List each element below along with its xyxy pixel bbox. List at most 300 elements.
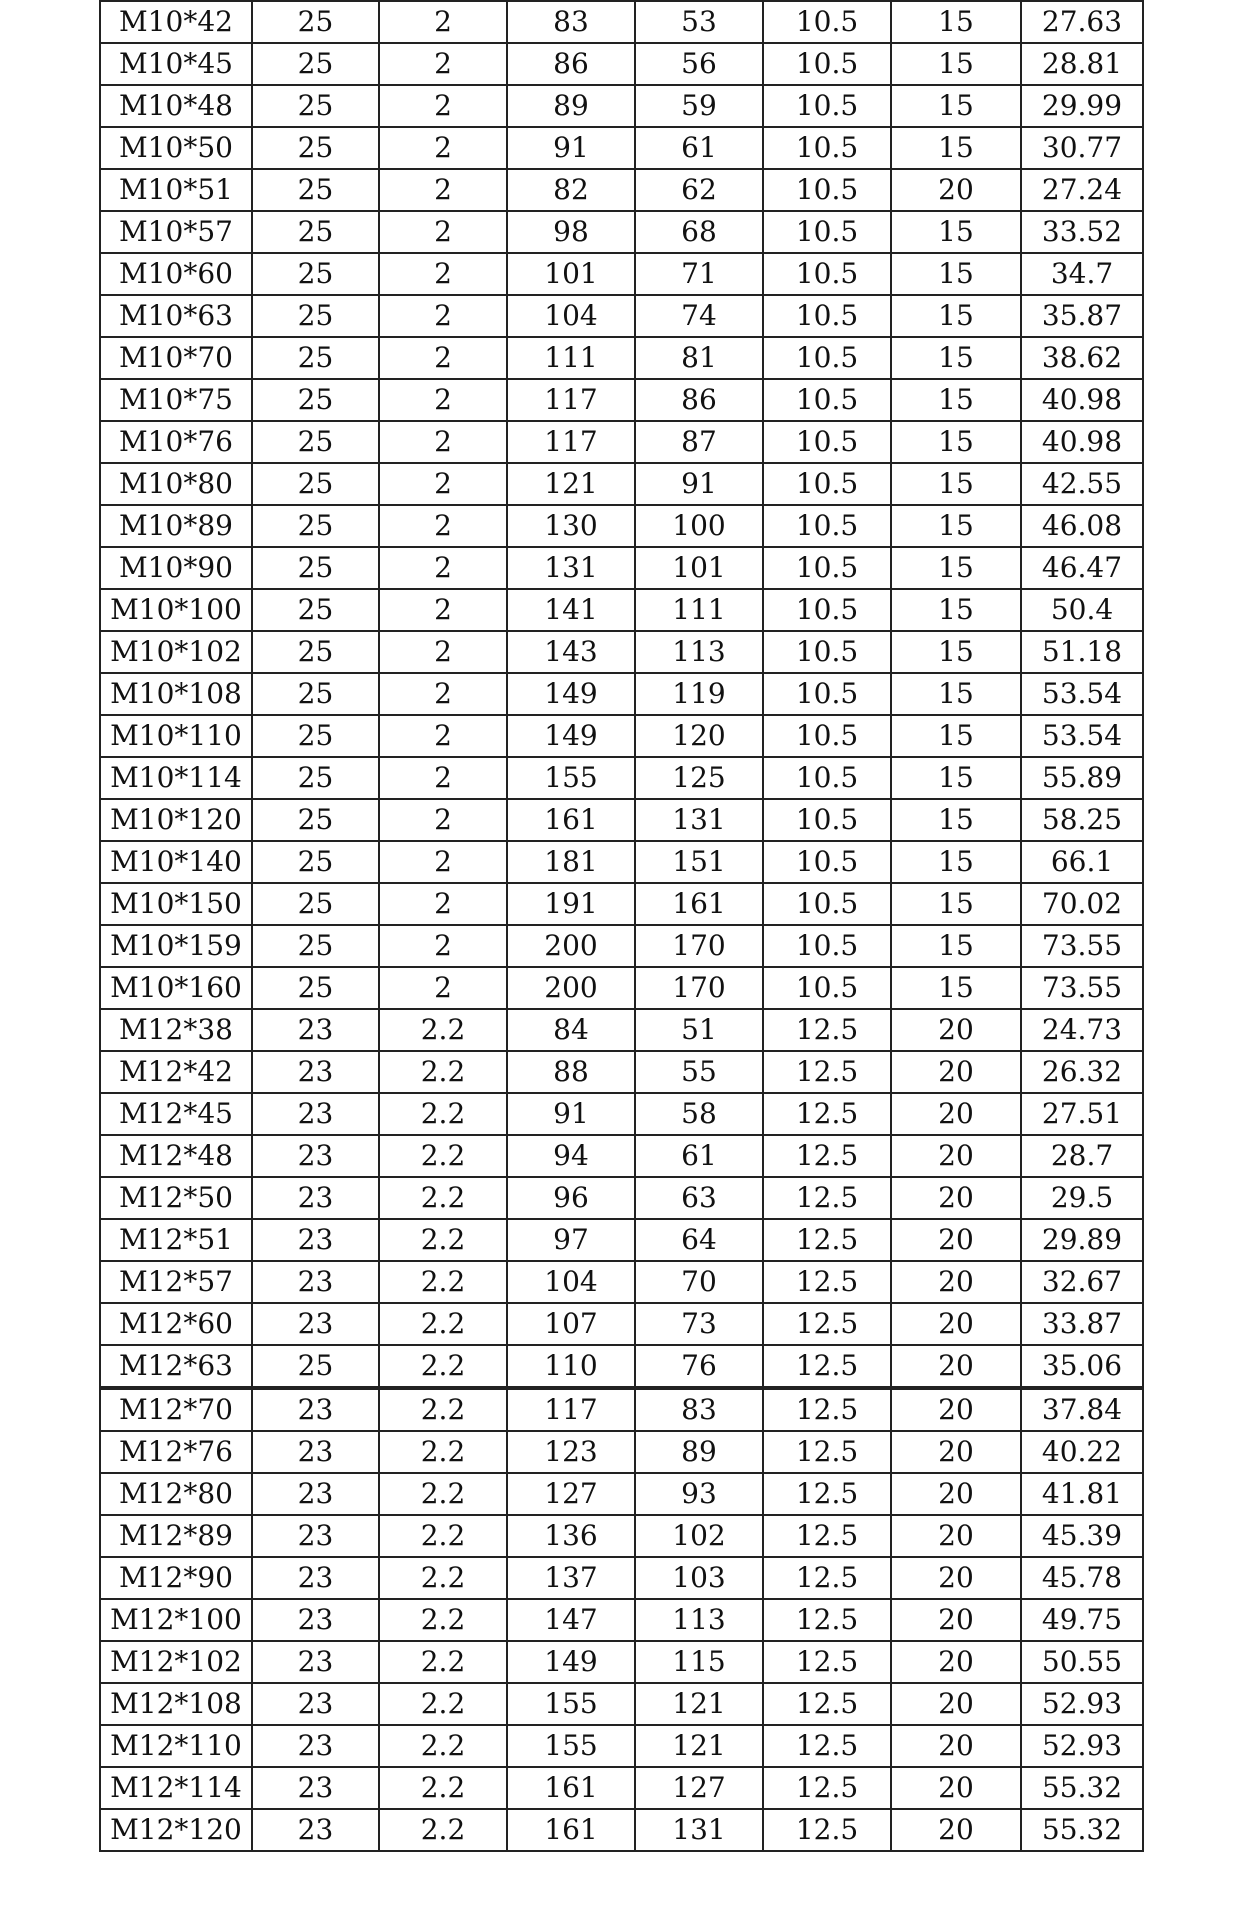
spec-cell-value: 23	[252, 1431, 379, 1473]
spec-cell-value: 58.25	[1021, 799, 1143, 841]
spec-cell-value: 2.2	[379, 1725, 507, 1767]
spec-cell-value: 15	[891, 715, 1021, 757]
spec-cell-value: 15	[891, 799, 1021, 841]
spec-cell-model: M10*60	[100, 253, 252, 295]
spec-cell-value: 2.2	[379, 1135, 507, 1177]
spec-cell-value: 2	[379, 883, 507, 925]
spec-cell-value: 115	[635, 1641, 763, 1683]
spec-cell-model: M10*57	[100, 211, 252, 253]
spec-cell-value: 55	[635, 1051, 763, 1093]
spec-cell-value: 98	[507, 211, 635, 253]
spec-cell-value: 125	[635, 757, 763, 799]
spec-cell-value: 35.06	[1021, 1345, 1143, 1388]
spec-cell-value: 30.77	[1021, 127, 1143, 169]
spec-cell-value: 10.5	[763, 43, 891, 85]
spec-cell-value: 87	[635, 421, 763, 463]
spec-cell-value: 149	[507, 715, 635, 757]
spec-cell-model: M10*45	[100, 43, 252, 85]
spec-cell-model: M12*42	[100, 1051, 252, 1093]
spec-cell-value: 37.84	[1021, 1388, 1143, 1431]
spec-cell-value: 2	[379, 673, 507, 715]
spec-cell-value: 191	[507, 883, 635, 925]
spec-cell-value: 10.5	[763, 337, 891, 379]
spec-cell-value: 137	[507, 1557, 635, 1599]
table-row	[100, 589, 1143, 631]
spec-cell-model: M10*102	[100, 631, 252, 673]
spec-cell-value: 25	[252, 505, 379, 547]
spec-cell-value: 10.5	[763, 169, 891, 211]
spec-cell-value: 2	[379, 127, 507, 169]
spec-cell-value: 25	[252, 757, 379, 799]
spec-cell-value: 64	[635, 1219, 763, 1261]
spec-cell-value: 2.2	[379, 1009, 507, 1051]
spec-cell-value: 29.5	[1021, 1177, 1143, 1219]
spec-cell-value: 82	[507, 169, 635, 211]
spec-cell-value: 55.32	[1021, 1809, 1143, 1851]
spec-sheet	[99, 0, 1142, 1852]
table-row	[100, 211, 1143, 253]
spec-cell-value: 104	[507, 1261, 635, 1303]
spec-cell-value: 52.93	[1021, 1725, 1143, 1767]
table-row	[100, 463, 1143, 505]
spec-cell-value: 83	[635, 1388, 763, 1431]
spec-cell-model: M12*110	[100, 1725, 252, 1767]
table-row	[100, 1093, 1143, 1135]
spec-cell-value: 2.2	[379, 1557, 507, 1599]
table-row	[100, 1051, 1143, 1093]
spec-cell-value: 10.5	[763, 1, 891, 43]
spec-cell-value: 27.24	[1021, 169, 1143, 211]
spec-cell-value: 130	[507, 505, 635, 547]
spec-cell-value: 23	[252, 1219, 379, 1261]
spec-cell-value: 155	[507, 1725, 635, 1767]
spec-cell-value: 20	[891, 1599, 1021, 1641]
spec-cell-value: 70	[635, 1261, 763, 1303]
spec-cell-model: M12*114	[100, 1767, 252, 1809]
spec-cell-value: 68	[635, 211, 763, 253]
spec-cell-value: 12.5	[763, 1135, 891, 1177]
table-row	[100, 1515, 1143, 1557]
table-row	[100, 1641, 1143, 1683]
table-row	[100, 1725, 1143, 1767]
spec-cell-value: 12.5	[763, 1051, 891, 1093]
spec-cell-value: 45.39	[1021, 1515, 1143, 1557]
spec-cell-value: 12.5	[763, 1093, 891, 1135]
spec-cell-value: 149	[507, 1641, 635, 1683]
spec-cell-model: M10*108	[100, 673, 252, 715]
spec-cell-value: 10.5	[763, 295, 891, 337]
spec-cell-model: M10*150	[100, 883, 252, 925]
spec-cell-value: 42.55	[1021, 463, 1143, 505]
spec-cell-value: 113	[635, 631, 763, 673]
spec-cell-value: 20	[891, 1725, 1021, 1767]
spec-cell-value: 27.63	[1021, 1, 1143, 43]
spec-cell-value: 12.5	[763, 1641, 891, 1683]
spec-cell-model: M10*120	[100, 799, 252, 841]
spec-cell-value: 86	[507, 43, 635, 85]
spec-cell-model: M10*51	[100, 169, 252, 211]
spec-cell-value: 94	[507, 1135, 635, 1177]
spec-cell-model: M12*63	[100, 1345, 252, 1388]
table-row	[100, 1599, 1143, 1641]
table-row	[100, 883, 1143, 925]
spec-cell-value: 104	[507, 295, 635, 337]
spec-cell-value: 25	[252, 547, 379, 589]
spec-cell-model: M10*159	[100, 925, 252, 967]
spec-cell-value: 20	[891, 1009, 1021, 1051]
spec-cell-value: 33.87	[1021, 1303, 1143, 1345]
spec-cell-value: 103	[635, 1557, 763, 1599]
table-row	[100, 673, 1143, 715]
spec-cell-value: 2.2	[379, 1177, 507, 1219]
spec-cell-value: 29.89	[1021, 1219, 1143, 1261]
table-row	[100, 715, 1143, 757]
spec-cell-value: 88	[507, 1051, 635, 1093]
spec-cell-model: M10*75	[100, 379, 252, 421]
spec-cell-value: 73.55	[1021, 967, 1143, 1009]
spec-cell-value: 120	[635, 715, 763, 757]
spec-cell-value: 15	[891, 463, 1021, 505]
table-row	[100, 1388, 1143, 1431]
spec-cell-value: 20	[891, 1767, 1021, 1809]
spec-cell-value: 12.5	[763, 1303, 891, 1345]
spec-cell-value: 127	[507, 1473, 635, 1515]
spec-cell-value: 12.5	[763, 1388, 891, 1431]
spec-cell-value: 161	[635, 883, 763, 925]
spec-cell-value: 2	[379, 589, 507, 631]
spec-cell-value: 10.5	[763, 127, 891, 169]
spec-cell-value: 25	[252, 421, 379, 463]
spec-cell-value: 131	[635, 799, 763, 841]
spec-cell-value: 23	[252, 1473, 379, 1515]
spec-cell-value: 110	[507, 1345, 635, 1388]
spec-cell-model: M12*76	[100, 1431, 252, 1473]
spec-cell-value: 71	[635, 253, 763, 295]
spec-cell-value: 40.22	[1021, 1431, 1143, 1473]
spec-cell-value: 2.2	[379, 1473, 507, 1515]
spec-cell-value: 70.02	[1021, 883, 1143, 925]
spec-cell-value: 23	[252, 1093, 379, 1135]
spec-cell-value: 24.73	[1021, 1009, 1143, 1051]
spec-cell-model: M10*110	[100, 715, 252, 757]
spec-cell-value: 25	[252, 85, 379, 127]
spec-cell-model: M10*48	[100, 85, 252, 127]
spec-cell-value: 26.32	[1021, 1051, 1143, 1093]
spec-cell-value: 97	[507, 1219, 635, 1261]
table-row	[100, 967, 1143, 1009]
spec-cell-model: M12*90	[100, 1557, 252, 1599]
spec-cell-model: M12*57	[100, 1261, 252, 1303]
spec-cell-model: M12*70	[100, 1388, 252, 1431]
spec-cell-value: 20	[891, 1135, 1021, 1177]
spec-cell-value: 2	[379, 379, 507, 421]
spec-cell-value: 15	[891, 505, 1021, 547]
spec-cell-model: M12*38	[100, 1009, 252, 1051]
spec-cell-value: 200	[507, 925, 635, 967]
spec-cell-value: 2	[379, 505, 507, 547]
spec-cell-value: 25	[252, 883, 379, 925]
spec-cell-value: 2	[379, 631, 507, 673]
spec-cell-value: 25	[252, 463, 379, 505]
spec-cell-value: 25	[252, 673, 379, 715]
spec-cell-value: 20	[891, 1051, 1021, 1093]
spec-cell-value: 2.2	[379, 1303, 507, 1345]
spec-cell-model: M10*76	[100, 421, 252, 463]
spec-cell-value: 62	[635, 169, 763, 211]
spec-cell-value: 52.93	[1021, 1683, 1143, 1725]
spec-cell-value: 20	[891, 1683, 1021, 1725]
spec-cell-value: 143	[507, 631, 635, 673]
spec-cell-value: 2	[379, 925, 507, 967]
spec-cell-value: 2	[379, 169, 507, 211]
spec-cell-value: 20	[891, 1345, 1021, 1388]
spec-cell-value: 10.5	[763, 85, 891, 127]
spec-cell-model: M10*160	[100, 967, 252, 1009]
spec-cell-value: 12.5	[763, 1473, 891, 1515]
spec-cell-value: 12.5	[763, 1809, 891, 1851]
spec-cell-value: 29.99	[1021, 85, 1143, 127]
table-row	[100, 1431, 1143, 1473]
spec-cell-value: 15	[891, 673, 1021, 715]
spec-cell-value: 12.5	[763, 1767, 891, 1809]
spec-cell-value: 28.7	[1021, 1135, 1143, 1177]
spec-cell-value: 15	[891, 295, 1021, 337]
spec-cell-value: 23	[252, 1177, 379, 1219]
spec-cell-value: 2.2	[379, 1093, 507, 1135]
table-row	[100, 1557, 1143, 1599]
spec-cell-value: 10.5	[763, 253, 891, 295]
spec-cell-value: 10.5	[763, 967, 891, 1009]
spec-cell-value: 131	[507, 547, 635, 589]
spec-cell-value: 46.08	[1021, 505, 1143, 547]
spec-cell-value: 149	[507, 673, 635, 715]
spec-cell-value: 33.52	[1021, 211, 1143, 253]
spec-cell-model: M10*63	[100, 295, 252, 337]
spec-cell-value: 73	[635, 1303, 763, 1345]
spec-cell-value: 91	[635, 463, 763, 505]
spec-cell-value: 20	[891, 1093, 1021, 1135]
spec-cell-value: 2.2	[379, 1388, 507, 1431]
spec-cell-value: 2	[379, 253, 507, 295]
spec-cell-value: 161	[507, 1809, 635, 1851]
spec-cell-model: M10*70	[100, 337, 252, 379]
spec-cell-value: 20	[891, 1388, 1021, 1431]
spec-cell-value: 23	[252, 1725, 379, 1767]
spec-cell-value: 25	[252, 337, 379, 379]
table-row	[100, 1135, 1143, 1177]
spec-cell-value: 25	[252, 169, 379, 211]
spec-cell-value: 141	[507, 589, 635, 631]
spec-cell-value: 40.98	[1021, 379, 1143, 421]
spec-cell-value: 25	[252, 589, 379, 631]
spec-cell-model: M12*120	[100, 1809, 252, 1851]
spec-cell-value: 25	[252, 967, 379, 1009]
spec-cell-value: 23	[252, 1303, 379, 1345]
spec-cell-value: 2.2	[379, 1683, 507, 1725]
spec-cell-value: 2	[379, 85, 507, 127]
spec-cell-value: 107	[507, 1303, 635, 1345]
spec-cell-value: 111	[635, 589, 763, 631]
spec-cell-value: 12.5	[763, 1599, 891, 1641]
table-row	[100, 43, 1143, 85]
spec-cell-value: 2	[379, 43, 507, 85]
spec-cell-value: 10.5	[763, 925, 891, 967]
spec-cell-value: 15	[891, 883, 1021, 925]
spec-cell-value: 12.5	[763, 1261, 891, 1303]
spec-cell-value: 51.18	[1021, 631, 1143, 673]
spec-cell-value: 20	[891, 1303, 1021, 1345]
spec-cell-value: 2.2	[379, 1809, 507, 1851]
spec-cell-value: 12.5	[763, 1345, 891, 1388]
spec-cell-model: M12*100	[100, 1599, 252, 1641]
spec-cell-value: 117	[507, 379, 635, 421]
spec-cell-value: 10.5	[763, 421, 891, 463]
spec-cell-value: 15	[891, 379, 1021, 421]
spec-cell-value: 10.5	[763, 715, 891, 757]
spec-cell-value: 23	[252, 1641, 379, 1683]
spec-cell-value: 15	[891, 967, 1021, 1009]
spec-cell-value: 170	[635, 967, 763, 1009]
table-row	[100, 1009, 1143, 1051]
spec-cell-value: 96	[507, 1177, 635, 1219]
spec-cell-value: 20	[891, 1557, 1021, 1599]
spec-cell-value: 15	[891, 211, 1021, 253]
spec-cell-value: 56	[635, 43, 763, 85]
spec-cell-value: 25	[252, 211, 379, 253]
spec-cell-value: 84	[507, 1009, 635, 1051]
table-body	[100, 1, 1143, 1851]
spec-cell-value: 15	[891, 925, 1021, 967]
spec-cell-model: M12*108	[100, 1683, 252, 1725]
spec-cell-value: 15	[891, 337, 1021, 379]
spec-cell-value: 181	[507, 841, 635, 883]
spec-cell-model: M10*80	[100, 463, 252, 505]
spec-cell-value: 15	[891, 547, 1021, 589]
spec-table	[99, 0, 1144, 1852]
spec-cell-value: 25	[252, 715, 379, 757]
spec-cell-value: 155	[507, 1683, 635, 1725]
spec-cell-value: 59	[635, 85, 763, 127]
spec-cell-value: 35.87	[1021, 295, 1143, 337]
spec-cell-value: 10.5	[763, 883, 891, 925]
spec-cell-value: 66.1	[1021, 841, 1143, 883]
spec-cell-value: 15	[891, 757, 1021, 799]
table-row	[100, 1683, 1143, 1725]
table-row	[100, 757, 1143, 799]
spec-cell-value: 170	[635, 925, 763, 967]
spec-cell-value: 25	[252, 379, 379, 421]
spec-cell-value: 10.5	[763, 211, 891, 253]
spec-cell-value: 2.2	[379, 1345, 507, 1388]
spec-cell-value: 151	[635, 841, 763, 883]
spec-cell-value: 23	[252, 1557, 379, 1599]
spec-cell-value: 41.81	[1021, 1473, 1143, 1515]
spec-cell-value: 12.5	[763, 1431, 891, 1473]
spec-cell-value: 25	[252, 43, 379, 85]
spec-cell-value: 155	[507, 757, 635, 799]
spec-cell-value: 20	[891, 1515, 1021, 1557]
spec-cell-value: 119	[635, 673, 763, 715]
spec-cell-value: 23	[252, 1261, 379, 1303]
spec-cell-value: 12.5	[763, 1557, 891, 1599]
spec-cell-value: 111	[507, 337, 635, 379]
spec-cell-model: M10*100	[100, 589, 252, 631]
table-row	[100, 1261, 1143, 1303]
spec-cell-value: 38.62	[1021, 337, 1143, 379]
spec-cell-value: 12.5	[763, 1219, 891, 1261]
spec-cell-value: 2	[379, 421, 507, 463]
spec-cell-value: 25	[252, 127, 379, 169]
spec-cell-value: 10.5	[763, 379, 891, 421]
spec-cell-value: 55.89	[1021, 757, 1143, 799]
table-row	[100, 379, 1143, 421]
spec-cell-value: 12.5	[763, 1725, 891, 1767]
spec-cell-value: 25	[252, 925, 379, 967]
spec-cell-model: M12*50	[100, 1177, 252, 1219]
spec-cell-value: 23	[252, 1515, 379, 1557]
spec-cell-value: 76	[635, 1345, 763, 1388]
spec-cell-value: 20	[891, 1641, 1021, 1683]
spec-cell-value: 2.2	[379, 1431, 507, 1473]
table-row	[100, 253, 1143, 295]
spec-cell-value: 25	[252, 841, 379, 883]
spec-cell-value: 34.7	[1021, 253, 1143, 295]
spec-cell-value: 15	[891, 127, 1021, 169]
spec-cell-model: M10*114	[100, 757, 252, 799]
spec-cell-value: 121	[635, 1725, 763, 1767]
spec-cell-value: 2	[379, 295, 507, 337]
spec-cell-value: 121	[507, 463, 635, 505]
table-row	[100, 1303, 1143, 1345]
table-row	[100, 505, 1143, 547]
spec-cell-value: 50.55	[1021, 1641, 1143, 1683]
spec-cell-value: 100	[635, 505, 763, 547]
spec-cell-value: 2	[379, 967, 507, 1009]
table-row	[100, 337, 1143, 379]
spec-cell-model: M12*102	[100, 1641, 252, 1683]
table-row	[100, 1473, 1143, 1515]
spec-cell-value: 58	[635, 1093, 763, 1135]
spec-cell-value: 20	[891, 1473, 1021, 1515]
spec-cell-value: 15	[891, 841, 1021, 883]
spec-cell-value: 10.5	[763, 673, 891, 715]
table-row	[100, 1, 1143, 43]
spec-cell-value: 25	[252, 253, 379, 295]
spec-cell-value: 117	[507, 421, 635, 463]
spec-cell-value: 15	[891, 1, 1021, 43]
spec-cell-value: 161	[507, 1767, 635, 1809]
spec-cell-model: M10*140	[100, 841, 252, 883]
spec-cell-value: 25	[252, 295, 379, 337]
table-row	[100, 85, 1143, 127]
spec-cell-value: 20	[891, 1177, 1021, 1219]
spec-cell-value: 49.75	[1021, 1599, 1143, 1641]
spec-cell-model: M12*51	[100, 1219, 252, 1261]
spec-cell-value: 23	[252, 1051, 379, 1093]
spec-cell-value: 86	[635, 379, 763, 421]
spec-cell-value: 55.32	[1021, 1767, 1143, 1809]
spec-cell-value: 2	[379, 841, 507, 883]
spec-cell-value: 136	[507, 1515, 635, 1557]
spec-cell-value: 10.5	[763, 799, 891, 841]
spec-cell-value: 2.2	[379, 1051, 507, 1093]
spec-cell-value: 50.4	[1021, 589, 1143, 631]
spec-cell-value: 121	[635, 1683, 763, 1725]
spec-cell-value: 25	[252, 631, 379, 673]
spec-cell-value: 10.5	[763, 589, 891, 631]
table-row	[100, 1809, 1143, 1851]
spec-cell-value: 20	[891, 1809, 1021, 1851]
